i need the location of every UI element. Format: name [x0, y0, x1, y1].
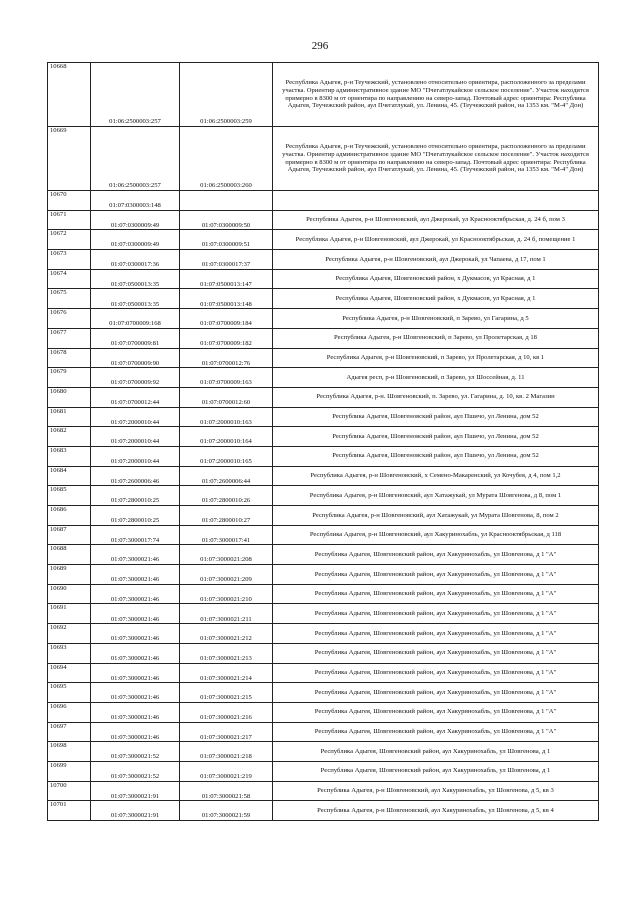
table-row — [48, 269, 599, 289]
source-cadastral-number-cell: 01:07:0500013:35 — [91, 269, 180, 289]
table-row — [48, 506, 599, 526]
source-cadastral-number-cell: 01:07:3000021:46 — [91, 545, 180, 565]
address-cell: Адыгея респ, р-н Шовгеновский, п Зарево, ул Шоссейная, д. 11 — [273, 368, 599, 388]
target-cadastral-number-cell: 01:07:3000021:59 — [180, 801, 273, 821]
address-cell: Республика Адыгея, р-н Шовгеновский, п Зарево, ул Пролетарская, д 18 — [273, 328, 599, 348]
source-cadastral-number-cell: 01:07:2800010:25 — [91, 486, 180, 506]
row-number-cell: 10674 — [48, 269, 91, 289]
target-cadastral-number-cell: 01:07:0700012:76 — [180, 348, 273, 368]
table-row — [48, 289, 599, 309]
address-cell: Республика Адыгея, Шовгеновский район, аул Хакуринохабль, ул Шовгенова, д 1 "А" — [273, 584, 599, 604]
target-cadastral-number-cell: 01:07:0700009:184 — [180, 309, 273, 329]
row-number-cell: 10673 — [48, 250, 91, 270]
target-cadastral-number-cell: 01:07:0300009:50 — [180, 210, 273, 230]
row-number-cell: 10695 — [48, 683, 91, 703]
row-number-cell: 10688 — [48, 545, 91, 565]
target-cadastral-number-cell: 01:07:2800010:27 — [180, 506, 273, 526]
row-number-cell: 10686 — [48, 506, 91, 526]
target-cadastral-number-cell: 01:07:0300009:51 — [180, 230, 273, 250]
source-cadastral-number-cell: 01:07:0300009:49 — [91, 230, 180, 250]
target-cadastral-number-cell: 01:07:2600006:44 — [180, 466, 273, 486]
source-cadastral-number-cell: 01:07:3000021:46 — [91, 604, 180, 624]
source-cadastral-number-cell: 01:07:3000021:46 — [91, 722, 180, 742]
address-cell: Республика Адыгея, р-н Шовгеновский, аул Джерокай, ул Краснооктябрьская, д. 24 б, пом 3 — [273, 210, 599, 230]
source-cadastral-number-cell: 01:07:0700009:81 — [91, 328, 180, 348]
address-cell: Республика Адыгея, Шовгеновский район, аул Хакуринохабль, ул Шовгенова, д 1 — [273, 761, 599, 781]
table-row — [48, 407, 599, 427]
target-cadastral-number-cell: 01:07:2000010:163 — [180, 407, 273, 427]
address-cell: Республика Адыгея, Шовгеновский район, аул Пшичо, ул Ленина, дом 52 — [273, 427, 599, 447]
target-cadastral-number-cell: 01:07:2000010:165 — [180, 446, 273, 466]
source-cadastral-number-cell: 01:06:2500003:257 — [91, 127, 180, 191]
address-cell: Республика Адыгея, Шовгеновский район, аул Хакуринохабль, ул Шовгенова, д 1 "А" — [273, 683, 599, 703]
row-number-cell: 10670 — [48, 191, 91, 211]
address-cell: Республика Адыгея, р-н Теучежский, установлено относительно ориентира, расположенного за пределами участка. Ориентир административное здание МО "Пчегатлукайское сельское поселение". Участок находится примерно в 8300 м от ориентира по направлению на северо-запад. Почтовый адрес ориентира: Республика Адыгея, Теучежский район, аул Пчегатлукай, ул. Ленина, 45. (Теучежский район, на 1353 км. "М-4" Дон) — [273, 63, 599, 127]
registry-table — [47, 62, 599, 821]
source-cadastral-number-cell: 01:07:2600006:46 — [91, 466, 180, 486]
address-cell: Республика Адыгея, Шовгеновский район, х Дукмасов, ул Красная, д 1 — [273, 269, 599, 289]
row-number-cell: 10668 — [48, 63, 91, 127]
row-number-cell: 10687 — [48, 525, 91, 545]
source-cadastral-number-cell: 01:06:2500003:257 — [91, 63, 180, 127]
table-row — [48, 722, 599, 742]
table-row — [48, 545, 599, 565]
target-cadastral-number-cell — [180, 191, 273, 211]
source-cadastral-number-cell: 01:07:0700009:168 — [91, 309, 180, 329]
source-cadastral-number-cell: 01:07:0300003:148 — [91, 191, 180, 211]
address-cell: Республика Адыгея, р-н Шовгеновский, п Зарево, ул Пролетарская, д 10, кв 1 — [273, 348, 599, 368]
table-row — [48, 683, 599, 703]
address-cell: Республика Адыгея, Шовгеновский район, аул Хакуринохабль, ул Шовгенова, д 1 "А" — [273, 624, 599, 644]
target-cadastral-number-cell: 01:07:3000021:58 — [180, 781, 273, 801]
target-cadastral-number-cell: 01:07:3000021:208 — [180, 545, 273, 565]
row-number-cell: 10681 — [48, 407, 91, 427]
table-row — [48, 63, 599, 127]
address-cell: Республика Адыгея, р-н Шовгеновский, аул Джерокай, ул Краснооктябрьская, д. 24 б, помещение 1 — [273, 230, 599, 250]
table-row — [48, 127, 599, 191]
table-row — [48, 230, 599, 250]
source-cadastral-number-cell: 01:07:3000021:46 — [91, 584, 180, 604]
target-cadastral-number-cell: 01:07:0700009:163 — [180, 368, 273, 388]
table-row — [48, 742, 599, 762]
table-row — [48, 643, 599, 663]
source-cadastral-number-cell: 01:07:3000021:91 — [91, 801, 180, 821]
target-cadastral-number-cell: 01:07:3000021:212 — [180, 624, 273, 644]
row-number-cell: 10689 — [48, 565, 91, 585]
table-row — [48, 348, 599, 368]
table-row — [48, 309, 599, 329]
row-number-cell: 10698 — [48, 742, 91, 762]
address-cell: Республика Адыгея, р-н Шовгеновский, х Семено-Макаренский, ул Кочубея, д 4, пом 1,2 — [273, 466, 599, 486]
row-number-cell: 10677 — [48, 328, 91, 348]
target-cadastral-number-cell: 01:06:2500003:259 — [180, 63, 273, 127]
source-cadastral-number-cell: 01:07:3000021:91 — [91, 781, 180, 801]
row-number-cell: 10694 — [48, 663, 91, 683]
address-cell: Республика Адыгея, Шовгеновский район, аул Хакуринохабль, ул Шовгенова, д 1 "А" — [273, 702, 599, 722]
row-number-cell: 10682 — [48, 427, 91, 447]
row-number-cell: 10678 — [48, 348, 91, 368]
row-number-cell: 10676 — [48, 309, 91, 329]
source-cadastral-number-cell: 01:07:0300009:49 — [91, 210, 180, 230]
target-cadastral-number-cell: 01:07:0700012:60 — [180, 387, 273, 407]
address-cell: Республика Адыгея, р-н Шовгеновский, аул Хакуринохабль, ул Шовгенова, д 5, кв 3 — [273, 781, 599, 801]
table-row — [48, 781, 599, 801]
table-row — [48, 427, 599, 447]
row-number-cell: 10696 — [48, 702, 91, 722]
address-cell: Республика Адыгея, Шовгеновский район, аул Хакуринохабль, ул Шовгенова, д 1 "А" — [273, 722, 599, 742]
target-cadastral-number-cell: 01:07:0700009:182 — [180, 328, 273, 348]
address-cell: Республика Адыгея, Шовгеновский район, аул Хакуринохабль, ул Шовгенова, д 1 — [273, 742, 599, 762]
table-row — [48, 584, 599, 604]
target-cadastral-number-cell: 01:07:2800010:26 — [180, 486, 273, 506]
table-row — [48, 387, 599, 407]
target-cadastral-number-cell: 01:07:2000010:164 — [180, 427, 273, 447]
source-cadastral-number-cell: 01:07:0700012:44 — [91, 387, 180, 407]
address-cell: Республика Адыгея, р-н Теучежский, установлено относительно ориентира, расположенного за пределами участка. Ориентир административное здание МО "Пчегатлукайское сельское поселение". Участок находится примерно в 8300 м от ориентира по направлению на северо-запад. Почтовый адрес ориентира: Республика Адыгея, Теучежский район, аул Пчегатлукай, ул. Ленина, 45. (Теучежский район, на 1353 км. "М-4" Дон) — [273, 127, 599, 191]
row-number-cell: 10672 — [48, 230, 91, 250]
source-cadastral-number-cell: 01:07:0500013:35 — [91, 289, 180, 309]
row-number-cell: 10671 — [48, 210, 91, 230]
target-cadastral-number-cell: 01:07:3000021:213 — [180, 643, 273, 663]
row-number-cell: 10680 — [48, 387, 91, 407]
source-cadastral-number-cell: 01:07:2800010:25 — [91, 506, 180, 526]
source-cadastral-number-cell: 01:07:0700009:90 — [91, 348, 180, 368]
target-cadastral-number-cell: 01:07:3000021:215 — [180, 683, 273, 703]
address-cell — [273, 191, 599, 211]
target-cadastral-number-cell: 01:07:0500013:147 — [180, 269, 273, 289]
address-cell: Республика Адыгея, р-н Шовгеновский, аул Джерокай, ул Чапаева, д 17, пом 1 — [273, 250, 599, 270]
table-row — [48, 191, 599, 211]
source-cadastral-number-cell: 01:07:3000021:46 — [91, 702, 180, 722]
registry-table-body — [48, 63, 599, 821]
target-cadastral-number-cell: 01:07:3000021:219 — [180, 761, 273, 781]
target-cadastral-number-cell: 01:07:3000017:41 — [180, 525, 273, 545]
address-cell: Республика Адыгея, Шовгеновский район, аул Хакуринохабль, ул Шовгенова, д 1 "А" — [273, 663, 599, 683]
target-cadastral-number-cell: 01:07:3000021:218 — [180, 742, 273, 762]
table-row — [48, 663, 599, 683]
table-row — [48, 801, 599, 821]
source-cadastral-number-cell: 01:07:3000021:52 — [91, 761, 180, 781]
address-cell: Республика Адыгея, р-н. Шовгеновский, п. Зарево, ул. Гагарина, д. 10, кв. 2 Магазин — [273, 387, 599, 407]
row-number-cell: 10701 — [48, 801, 91, 821]
target-cadastral-number-cell: 01:06:2500003:260 — [180, 127, 273, 191]
source-cadastral-number-cell: 01:07:3000017:74 — [91, 525, 180, 545]
table-row — [48, 466, 599, 486]
table-row — [48, 250, 599, 270]
row-number-cell: 10693 — [48, 643, 91, 663]
row-number-cell: 10699 — [48, 761, 91, 781]
row-number-cell: 10683 — [48, 446, 91, 466]
source-cadastral-number-cell: 01:07:3000021:46 — [91, 683, 180, 703]
source-cadastral-number-cell: 01:07:2000010:44 — [91, 407, 180, 427]
target-cadastral-number-cell: 01:07:3000021:209 — [180, 565, 273, 585]
address-cell: Республика Адыгея, р-н Шовгеновский, п Зарево, ул Гагарина, д 5 — [273, 309, 599, 329]
target-cadastral-number-cell: 01:07:0300017:37 — [180, 250, 273, 270]
source-cadastral-number-cell: 01:07:3000021:52 — [91, 742, 180, 762]
address-cell: Республика Адыгея, Шовгеновский район, аул Пшичо, ул Ленина, дом 52 — [273, 446, 599, 466]
address-cell: Республика Адыгея, р-н Шовгеновский, аул Хакуринохабль, ул Краснооктябрьская, д 118 — [273, 525, 599, 545]
source-cadastral-number-cell: 01:07:2000010:44 — [91, 446, 180, 466]
table-row — [48, 525, 599, 545]
address-cell: Республика Адыгея, р-н Шовгеновский, аул Хатажукай, ул Мурата Шовгенова, 8, пом 2 — [273, 506, 599, 526]
source-cadastral-number-cell: 01:07:3000021:46 — [91, 643, 180, 663]
table-row — [48, 702, 599, 722]
target-cadastral-number-cell: 01:07:0500013:148 — [180, 289, 273, 309]
source-cadastral-number-cell: 01:07:3000021:46 — [91, 663, 180, 683]
row-number-cell: 10669 — [48, 127, 91, 191]
table-row — [48, 446, 599, 466]
page-number: 296 — [311, 40, 329, 52]
row-number-cell: 10697 — [48, 722, 91, 742]
row-number-cell: 10685 — [48, 486, 91, 506]
row-number-cell: 10684 — [48, 466, 91, 486]
target-cadastral-number-cell: 01:07:3000021:211 — [180, 604, 273, 624]
table-row — [48, 368, 599, 388]
table-row — [48, 210, 599, 230]
row-number-cell: 10675 — [48, 289, 91, 309]
source-cadastral-number-cell: 01:07:0700009:92 — [91, 368, 180, 388]
target-cadastral-number-cell: 01:07:3000021:210 — [180, 584, 273, 604]
address-cell: Республика Адыгея, Шовгеновский район, аул Хакуринохабль, ул Шовгенова, д 1 "А" — [273, 545, 599, 565]
address-cell: Республика Адыгея, р-н Шовгеновский, аул Хакуринохабль, ул Шовгенова, д 5, кв 4 — [273, 801, 599, 821]
address-cell: Республика Адыгея, Шовгеновский район, аул Хакуринохабль, ул Шовгенова, д 1 "А" — [273, 565, 599, 585]
address-cell: Республика Адыгея, Шовгеновский район, аул Пшичо, ул Ленина, дом 52 — [273, 407, 599, 427]
source-cadastral-number-cell: 01:07:2000010:44 — [91, 427, 180, 447]
table-row — [48, 604, 599, 624]
target-cadastral-number-cell: 01:07:3000021:216 — [180, 702, 273, 722]
table-row — [48, 565, 599, 585]
address-cell: Республика Адыгея, Шовгеновский район, аул Хакуринохабль, ул Шовгенова, д 1 "А" — [273, 643, 599, 663]
target-cadastral-number-cell: 01:07:3000021:214 — [180, 663, 273, 683]
source-cadastral-number-cell: 01:07:3000021:46 — [91, 565, 180, 585]
row-number-cell: 10692 — [48, 624, 91, 644]
source-cadastral-number-cell: 01:07:0300017:36 — [91, 250, 180, 270]
row-number-cell: 10679 — [48, 368, 91, 388]
table-row — [48, 328, 599, 348]
table-row — [48, 624, 599, 644]
row-number-cell: 10700 — [48, 781, 91, 801]
target-cadastral-number-cell: 01:07:3000021:217 — [180, 722, 273, 742]
address-cell: Республика Адыгея, р-н Шовгеновский, аул Хатажукай, ул Мурата Шовгенова, д 8, пом 1 — [273, 486, 599, 506]
row-number-cell: 10691 — [48, 604, 91, 624]
table-row — [48, 761, 599, 781]
row-number-cell: 10690 — [48, 584, 91, 604]
table-row — [48, 486, 599, 506]
address-cell: Республика Адыгея, Шовгеновский район, х Дукмасов, ул Красная, д 1 — [273, 289, 599, 309]
address-cell: Республика Адыгея, Шовгеновский район, аул Хакуринохабль, ул Шовгенова, д 1 "А" — [273, 604, 599, 624]
source-cadastral-number-cell: 01:07:3000021:46 — [91, 624, 180, 644]
